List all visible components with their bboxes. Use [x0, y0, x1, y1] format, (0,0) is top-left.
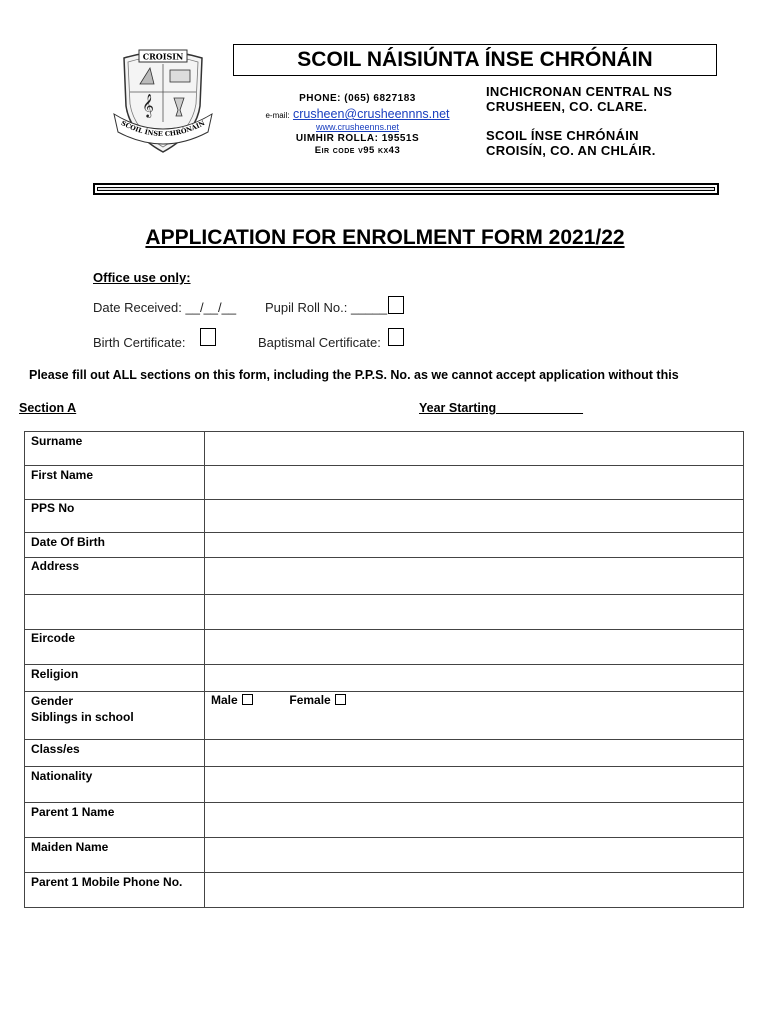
- school-eircode: Eir code v95 kx43: [314, 145, 401, 156]
- email-label: e-mail:: [265, 111, 290, 120]
- row-label-maiden-name: Maiden Name: [31, 840, 109, 854]
- section-a-heading: Section A: [19, 401, 77, 415]
- row-label-dob: Date Of Birth: [31, 535, 106, 549]
- table-row[interactable]: [25, 838, 743, 873]
- table-row[interactable]: [25, 466, 743, 500]
- row-label-first-name: First Name: [31, 468, 94, 482]
- email-line: [250, 107, 465, 121]
- form-instruction: Please fill out ALL sections on this form, including the P.P.S. No. as we cannot accept application without this: [29, 368, 679, 382]
- crest-bottom-banner: SCOIL ÍNSE CHRÓNÁIN: [119, 119, 207, 139]
- row-label-surname: Surname: [31, 434, 83, 448]
- date-received-label: Date Received: __/__/__: [93, 300, 237, 315]
- row-label-address: Address: [31, 559, 80, 573]
- baptismal-certificate-checkbox[interactable]: [388, 328, 404, 346]
- pupil-roll-checkbox[interactable]: [388, 296, 404, 314]
- header-divider: [93, 183, 719, 195]
- table-row[interactable]: [25, 630, 743, 665]
- address-en-line1: INCHICRONAN CENTRAL NS: [486, 84, 673, 99]
- row-label-parent1-name: Parent 1 Name: [31, 805, 115, 819]
- birth-certificate-label: Birth Certificate:: [93, 335, 186, 350]
- row-label-eircode: Eircode: [31, 631, 76, 645]
- table-row[interactable]: [25, 740, 743, 767]
- table-row[interactable]: [25, 692, 743, 709]
- address-english: [486, 84, 672, 114]
- table-row[interactable]: [25, 432, 743, 466]
- enrolment-table: [24, 431, 744, 908]
- school-phone: PHONE: (065) 6827183: [299, 93, 416, 104]
- address-ga-line2: CROISÍN, CO. AN CHLÁIR.: [486, 143, 656, 158]
- row-label-gender: Gender: [31, 694, 74, 708]
- gender-female-label: Female: [289, 693, 331, 707]
- svg-text:𝄞: 𝄞: [142, 93, 154, 117]
- gender-options: [211, 693, 346, 707]
- office-use-heading: Office use only:: [93, 270, 191, 285]
- table-row[interactable]: [25, 558, 743, 595]
- table-row[interactable]: [25, 665, 743, 692]
- gender-female-checkbox[interactable]: [335, 694, 346, 705]
- table-row[interactable]: [25, 767, 743, 803]
- birth-certificate-checkbox[interactable]: [200, 328, 216, 346]
- school-crest-logo: [112, 44, 214, 156]
- email-link[interactable]: crusheen@crusheennns.net: [292, 107, 450, 121]
- pupil-roll-label: Pupil Roll No.: _____: [265, 300, 388, 315]
- gender-male-label: Male: [211, 693, 238, 707]
- crest-top-banner: CROISIN: [142, 51, 184, 62]
- website-link[interactable]: www.crusheenns.net: [315, 122, 400, 132]
- row-label-religion: Religion: [31, 667, 79, 681]
- row-label-pps: PPS No: [31, 501, 75, 515]
- row-label-parent1-mobile: Parent 1 Mobile Phone No.: [31, 875, 183, 889]
- table-row[interactable]: [25, 595, 743, 630]
- address-en-line2: CRUSHEEN, CO. CLARE.: [486, 99, 648, 114]
- row-label-nationality: Nationality: [31, 769, 93, 783]
- table-row[interactable]: [25, 803, 743, 838]
- row-label-siblings: Siblings in school: [31, 710, 134, 724]
- gender-male-checkbox[interactable]: [242, 694, 253, 705]
- school-name-title: SCOIL NÁISIÚNTA ÍNSE CHRÓNÁIN: [233, 44, 717, 76]
- table-row[interactable]: [25, 500, 743, 533]
- table-row[interactable]: [25, 533, 743, 558]
- row-label-classes: Class/es: [31, 742, 80, 756]
- form-title: APPLICATION FOR ENROLMENT FORM 2021/22: [145, 226, 625, 249]
- baptismal-certificate-label: Baptismal Certificate:: [258, 335, 381, 350]
- year-starting-label: Year Starting ____________: [419, 401, 584, 415]
- address-ga-line1: SCOIL ÍNSE CHRÓNÁIN: [486, 128, 639, 143]
- table-row[interactable]: [25, 873, 743, 907]
- roll-number: UIMHIR ROLLA: 19551S: [295, 133, 420, 144]
- address-irish: [486, 128, 656, 158]
- table-row[interactable]: [25, 709, 743, 740]
